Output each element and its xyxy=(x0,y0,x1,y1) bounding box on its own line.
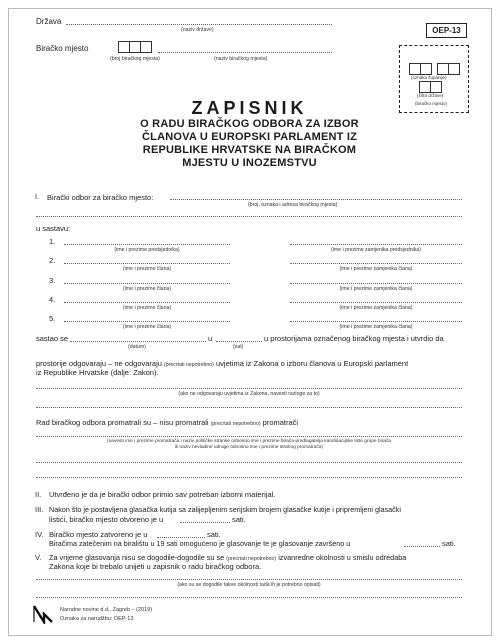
zatvoreno-field[interactable] xyxy=(157,537,205,538)
member-number: 1. xyxy=(49,237,56,246)
document-title: ZAPISNIK xyxy=(191,98,308,118)
prostorije-line-1 xyxy=(36,359,408,368)
member-name-field[interactable] xyxy=(64,321,230,322)
section-ii-number: II. xyxy=(35,490,42,499)
title-line-2: ČLANOVA U EUROPSKI PARLAMENT IZ xyxy=(142,131,357,143)
footer-publisher: Narodne novine d.d., Zagreb – (2019) xyxy=(60,607,153,613)
section-iv-line-2a: Biračima zatečenim na biralištu u 19 sati omogućeno je glasovanje te je glasovanje završeno u xyxy=(49,539,351,548)
biracko-mjesto-label: Biračko mjesto xyxy=(36,44,89,53)
prostorije-line-2: iz Republike Hrvatske (dalje: Zakon). xyxy=(36,368,159,377)
okolnosti-field[interactable] xyxy=(36,579,462,580)
sifra-hint: (šifra države) xyxy=(417,93,444,98)
form-code-badge: OEP-13 xyxy=(426,23,467,38)
prostorije-text-a: prostorije odgovaraju – ne odgovaraju xyxy=(36,359,162,368)
member-number: 2. xyxy=(49,256,56,265)
prostorije-hint: (ako ne odgovaraju uvjetima iz Zakona, navesti razloge za to) xyxy=(178,391,320,397)
title-line-3: REPUBLIKE HRVATSKE NA BIRAČKOM xyxy=(142,144,357,156)
member-number: 3. xyxy=(49,276,56,285)
sastavu-label: u sastavu: xyxy=(36,224,71,233)
deputy-name-field[interactable] xyxy=(290,263,462,264)
section-v-text-b: izvanredne okolnosti u smislu odredaba xyxy=(278,553,407,562)
member-name-hint: (ime i prezime člana) xyxy=(122,286,172,292)
section-v-text-a: Za vrijeme glasovanja nisu se dogodile-dogodile su se xyxy=(49,553,225,562)
deputy-name-field[interactable] xyxy=(290,302,462,303)
member-number: 5. xyxy=(49,314,56,323)
section-i-field[interactable] xyxy=(170,199,462,200)
deputy-name-field[interactable] xyxy=(290,244,462,245)
mjesto-num-cell-3[interactable] xyxy=(140,41,152,53)
sastao-text-3: u prostorijama označenog biračkog mjesta i utvrdio da xyxy=(264,334,444,343)
promatraci-line xyxy=(36,418,298,427)
footer-order-code: Oznaka za narudžbu: OEP-13 xyxy=(60,616,134,622)
zavrseno-field[interactable] xyxy=(404,546,440,547)
member-name-hint: (ime i prezime člana) xyxy=(122,266,172,272)
member-name-field[interactable] xyxy=(64,302,230,303)
prostorije-text-b: uvjetima iz Zakona o izboru članova u Europski parlament xyxy=(216,359,409,368)
section-i-number: I. xyxy=(35,194,39,201)
deputy-name-field[interactable] xyxy=(290,283,462,284)
drzava-label: Država xyxy=(36,17,62,26)
precrtati-note-1: (precrtati nepotrebno) xyxy=(164,362,214,368)
member-name-hint: (ime i prezime člana) xyxy=(122,324,172,330)
prostorije-field-2[interactable] xyxy=(36,407,462,408)
promatraci-text: Rad biračkog odbora promatrali su – nisu promatrali xyxy=(36,418,209,427)
section-v-line-2: Zakona koje bi trebalo unijeti u zapisnik o radu biračkog odbora. xyxy=(49,562,262,571)
datum-hint: (datum) xyxy=(128,344,146,350)
prostorije-field[interactable] xyxy=(36,388,462,389)
promatraci-field-2[interactable] xyxy=(36,462,462,463)
member-name-field[interactable] xyxy=(64,283,230,284)
title-line-1: O RADU BIRAČKOG ODBORA ZA IZBOR xyxy=(140,118,359,130)
deputy-name-hint: (ime i prezime zamjenika člana) xyxy=(339,305,413,311)
section-iii-line-2b: sati. xyxy=(232,515,246,524)
member-name-field[interactable] xyxy=(64,244,230,245)
deputy-name-hint: (ime i prezime zamjenika predsjednika) xyxy=(331,247,421,253)
sastao-text-2: u xyxy=(208,334,213,343)
sat-field[interactable] xyxy=(216,341,262,342)
datum-field[interactable] xyxy=(70,341,206,342)
sastao-text-1: sastao se xyxy=(36,334,69,343)
section-iv-line-1a: Biračko mjesto zatvoreno je u xyxy=(49,530,148,539)
promatraci-field[interactable] xyxy=(36,436,462,437)
section-iv-line-1b: sati. xyxy=(207,530,221,539)
member-name-hint: (ime i prezime člana) xyxy=(122,305,172,311)
drzava-hint: (naziv države) xyxy=(181,27,214,33)
sifra-cell-2[interactable] xyxy=(430,81,442,93)
deputy-name-hint: (ime i prezime zamjenika člana) xyxy=(339,286,413,292)
narodne-novine-logo xyxy=(32,604,54,624)
member-name-hint: (ime i prezime predsjednika) xyxy=(114,247,180,253)
deputy-name-field[interactable] xyxy=(290,321,462,322)
deputy-name-hint: (ime i prezime zamjenika člana) xyxy=(339,324,413,330)
okolnosti-hint: (ako su se dogodile takve okolnosti tada ih je potrebno opisati) xyxy=(177,582,321,588)
sat-hint: (sat) xyxy=(233,344,244,350)
deputy-name-hint: (ime i prezime zamjenika člana) xyxy=(339,266,413,272)
section-v-line-1 xyxy=(49,553,406,562)
oznaka-hint: (oznaka županije) xyxy=(411,75,447,80)
section-i-hint: (broj, oznaka i adresa biračkog mjesta) xyxy=(248,202,338,208)
promatraci-field-3[interactable] xyxy=(36,477,462,478)
member-name-field[interactable] xyxy=(64,263,230,264)
title-line-4: MJESTU U INOZEMSTVU xyxy=(182,157,317,169)
precrtati-note-3: (precrtati nepotrebno) xyxy=(226,556,277,562)
member-number: 4. xyxy=(49,295,56,304)
oznaka-cell-2[interactable] xyxy=(420,63,432,75)
section-iii-line-2a: listići, biračko mjesto otvoreno je u xyxy=(49,515,164,524)
section-iv-number: IV. xyxy=(35,530,44,539)
promatraci-hint-2: ili naziv nevladine udruge odnosno ime i prezime stranog promatrača) xyxy=(175,445,323,450)
section-i-text: Birački odbor za biračko mjesto: xyxy=(47,193,154,202)
otvoreno-field[interactable] xyxy=(180,522,230,523)
biracko-mjesto-hint: (biračko mjesto) xyxy=(415,101,448,106)
mjesto-num-hint: (broj biračkog mjesta) xyxy=(110,56,160,62)
section-ii-text: Utvrđeno je da je birački odbor primio sav potreban izborni materijal. xyxy=(49,490,276,499)
promatraci-suffix: promatrači xyxy=(262,418,299,427)
section-v-number: V. xyxy=(35,553,42,562)
mjesto-name-field[interactable] xyxy=(158,52,332,53)
drzava-field[interactable] xyxy=(66,24,332,25)
section-iii-line-1: Nakon što je postavljena glasačka kutija sa zalijepljenim serijskim brojem glasačke kutije i pripremljeni glasački xyxy=(49,505,401,514)
oznaka-cell-4[interactable] xyxy=(448,63,460,75)
section-iii-number: III. xyxy=(35,505,44,514)
promatraci-hint-1: (navesti ime i prezime promatrača i naziv političke stranke odnosno ime i prezime birača-predlagatelja kandidacijske liste grupe birača xyxy=(107,439,391,444)
section-iv-line-2b: sati. xyxy=(442,539,456,548)
section-i-field-2[interactable] xyxy=(36,216,462,217)
mjesto-name-hint: (naziv biračkog mjesta) xyxy=(214,56,268,62)
okolnosti-field-2[interactable] xyxy=(36,597,462,598)
precrtati-note-2: (precrtati nepotrebno) xyxy=(210,421,261,427)
